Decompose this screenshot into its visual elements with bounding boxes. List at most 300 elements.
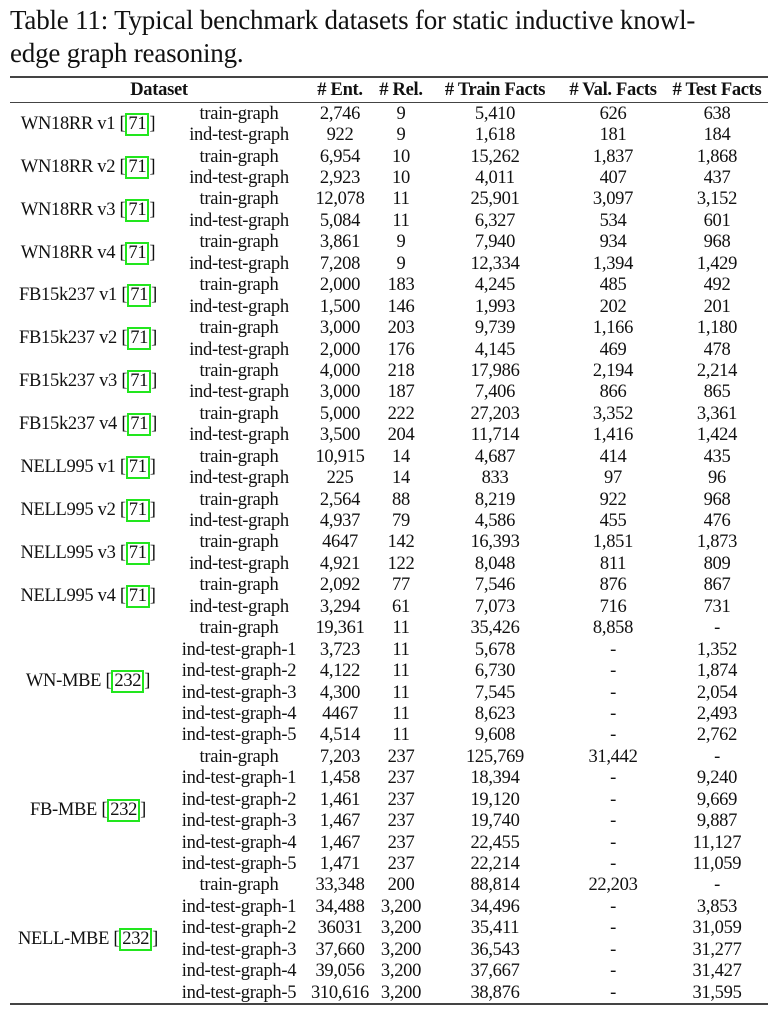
test-facts-cell: 601 (703, 210, 731, 231)
split-cell: train-graph (199, 403, 279, 424)
entities-cell: 922 (326, 125, 354, 146)
entities-cell: 39,056 (315, 961, 365, 982)
val-facts-cell: - (610, 768, 616, 789)
train-facts-cell: 22,455 (470, 832, 520, 853)
val-facts-cell: - (610, 811, 616, 832)
relations-cell: 11 (392, 682, 410, 703)
cite-close-bracket: ] (149, 156, 156, 177)
entities-cell: 4467 (322, 703, 358, 724)
cite-close-bracket: ] (149, 199, 156, 220)
val-facts-cell: - (610, 703, 616, 724)
split-cell: ind-test-graph-5 (181, 725, 297, 746)
entities-cell: 10,915 (315, 446, 365, 467)
test-facts-cell: 478 (703, 339, 731, 360)
relations-cell: 203 (387, 318, 415, 339)
relations-cell: 11 (392, 189, 410, 210)
entities-cell: 2,923 (319, 168, 361, 189)
test-facts-cell: 9,240 (696, 768, 738, 789)
cite-close-bracket: ] (151, 371, 157, 392)
dataset-name: WN-MBE (25, 671, 102, 692)
citation-link[interactable]: 71 (126, 542, 150, 565)
relations-cell: 237 (387, 832, 415, 853)
train-facts-cell: 7,546 (474, 575, 516, 596)
relations-cell: 10 (392, 146, 410, 167)
relations-cell: 218 (387, 360, 415, 381)
train-facts-cell: 5,678 (474, 639, 516, 660)
dataset-name: FB15k237 v1 (19, 285, 117, 306)
train-facts-cell: 18,394 (470, 768, 520, 789)
val-facts-cell: 3,352 (592, 403, 634, 424)
test-facts-cell: 201 (703, 296, 731, 317)
table-row (10, 146, 768, 167)
relations-cell: 3,200 (380, 961, 422, 982)
test-facts-cell: - (714, 875, 720, 896)
cite-close-bracket: ] (151, 414, 157, 435)
relations-cell: 237 (387, 746, 415, 767)
val-facts-cell: 3,097 (592, 189, 634, 210)
relations-cell: 3,200 (380, 918, 422, 939)
train-facts-cell: 6,730 (474, 661, 516, 682)
cite-close-bracket: ] (140, 799, 147, 820)
cite-open-bracket: [ (119, 242, 126, 263)
entities-cell: 5,084 (319, 210, 361, 231)
val-facts-cell: - (610, 939, 616, 960)
val-facts-cell: 1,166 (592, 318, 634, 339)
split-cell: train-graph (199, 746, 279, 767)
dataset-name-cell (10, 317, 170, 360)
split-cell: ind-test-graph-3 (181, 682, 297, 703)
citation-link[interactable]: 71 (125, 156, 149, 179)
entities-cell: 19,361 (315, 618, 365, 639)
train-facts-cell: 5,410 (474, 103, 516, 124)
table-body (10, 103, 768, 1005)
citation-link[interactable]: 71 (125, 199, 149, 222)
test-facts-cell: 1,352 (696, 639, 738, 660)
dataset-name-cell (10, 532, 170, 575)
val-facts-cell: 626 (599, 103, 627, 124)
test-facts-cell: 865 (703, 382, 731, 403)
cite-close-bracket: ] (149, 456, 156, 477)
entities-cell: 4,122 (319, 661, 361, 682)
test-facts-cell: - (714, 618, 720, 639)
test-facts-cell: 31,059 (692, 918, 742, 939)
split-cell: train-graph (199, 875, 279, 896)
table-row (10, 575, 768, 596)
dataset-name-cell (10, 618, 170, 747)
cite-close-bracket: ] (144, 671, 151, 692)
dataset-name: FB-MBE (29, 799, 98, 820)
train-facts-cell: 19,120 (470, 789, 520, 810)
relations-cell: 237 (387, 789, 415, 810)
val-facts-cell: - (610, 832, 616, 853)
relations-cell: 9 (396, 125, 406, 146)
relations-cell: 3,200 (380, 896, 422, 917)
header-entities: # Ent. (317, 80, 363, 100)
split-cell: ind-test-graph (189, 125, 289, 146)
cite-close-bracket: ] (149, 542, 156, 563)
train-facts-cell: 8,623 (474, 703, 516, 724)
entities-cell: 34,488 (315, 896, 365, 917)
relations-cell: 11 (392, 661, 410, 682)
test-facts-cell: 1,429 (696, 253, 738, 274)
test-facts-cell: 11,059 (692, 854, 742, 875)
citation-link[interactable]: 71 (127, 370, 151, 393)
test-facts-cell: 184 (703, 125, 731, 146)
split-cell: train-graph (199, 489, 279, 510)
dataset-name: WN18RR v3 (20, 199, 116, 220)
dataset-name: NELL995 v2 (20, 499, 116, 520)
split-cell: train-graph (199, 275, 279, 296)
table-row (10, 189, 768, 210)
relations-cell: 79 (392, 511, 410, 532)
dataset-name: NELL995 v1 (20, 456, 116, 477)
train-facts-cell: 16,393 (470, 532, 520, 553)
val-facts-cell: 407 (599, 168, 627, 189)
entities-cell: 7,208 (319, 253, 361, 274)
entities-cell: 2,000 (319, 275, 361, 296)
citation-link[interactable]: 71 (125, 242, 149, 265)
train-facts-cell: 833 (481, 468, 509, 489)
split-cell: ind-test-graph (189, 253, 289, 274)
split-cell: train-graph (199, 103, 279, 124)
train-facts-cell: 36,543 (470, 939, 520, 960)
split-cell: ind-test-graph-4 (181, 961, 297, 982)
train-facts-cell: 4,245 (474, 275, 516, 296)
split-cell: train-graph (199, 146, 279, 167)
relations-cell: 14 (392, 446, 410, 467)
relations-cell: 11 (392, 703, 410, 724)
dataset-name: WN18RR v4 (20, 242, 116, 263)
val-facts-cell: - (610, 725, 616, 746)
test-facts-cell: 2,214 (696, 360, 738, 381)
train-facts-cell: 8,048 (474, 553, 516, 574)
train-facts-cell: 35,411 (470, 918, 520, 939)
split-cell: train-graph (199, 575, 279, 596)
entities-cell: 4,921 (319, 553, 361, 574)
relations-cell: 9 (396, 253, 406, 274)
relations-cell: 204 (387, 425, 415, 446)
test-facts-cell: 3,361 (696, 403, 738, 424)
split-cell: ind-test-graph-1 (181, 896, 297, 917)
dataset-name-cell (10, 446, 170, 489)
test-facts-cell: 9,887 (696, 811, 738, 832)
test-facts-cell: 96 (708, 468, 726, 489)
cite-open-bracket: [ (121, 371, 128, 392)
cite-open-bracket: [ (119, 113, 126, 134)
dataset-name-cell (10, 275, 170, 318)
val-facts-cell: - (610, 682, 616, 703)
cite-open-bracket: [ (101, 799, 108, 820)
split-cell: ind-test-graph-2 (181, 789, 297, 810)
train-facts-cell: 7,073 (474, 596, 516, 617)
citation-link[interactable]: 232 (119, 928, 152, 951)
table-row (10, 317, 768, 338)
relations-cell: 61 (392, 596, 410, 617)
dataset-name-cell (10, 875, 170, 1005)
split-cell: train-graph (199, 232, 279, 253)
table-row (10, 489, 768, 510)
header-relations: # Rel. (379, 80, 423, 100)
relations-cell: 122 (387, 553, 415, 574)
test-facts-cell: 31,427 (692, 961, 742, 982)
val-facts-cell: - (610, 982, 616, 1003)
test-facts-cell: 1,874 (696, 661, 738, 682)
train-facts-cell: 27,203 (470, 403, 520, 424)
split-cell: train-graph (199, 532, 279, 553)
cite-open-bracket: [ (119, 156, 126, 177)
cite-open-bracket: [ (119, 499, 126, 520)
citation-link[interactable]: 71 (125, 113, 149, 136)
relations-cell: 222 (387, 403, 415, 424)
citation-link[interactable]: 71 (126, 456, 150, 479)
val-facts-cell: 181 (599, 125, 627, 146)
val-facts-cell: 2,194 (592, 360, 634, 381)
dataset-name: NELL-MBE (17, 928, 110, 949)
split-cell: ind-test-graph-4 (181, 832, 297, 853)
table-caption (10, 4, 770, 70)
entities-cell: 2,000 (319, 339, 361, 360)
val-facts-cell: 1,851 (592, 532, 634, 553)
val-facts-cell: 934 (599, 232, 627, 253)
header-val-facts: # Val. Facts (569, 80, 657, 100)
dataset-name: WN18RR v1 (20, 113, 116, 134)
relations-cell: 11 (392, 725, 410, 746)
relations-cell: 200 (387, 875, 415, 896)
relations-cell: 237 (387, 768, 415, 789)
entities-cell: 33,348 (315, 875, 365, 896)
table-row (10, 532, 768, 553)
train-facts-cell: 7,406 (474, 382, 516, 403)
val-facts-cell: - (610, 789, 616, 810)
citation-link[interactable]: 232 (107, 799, 140, 822)
cite-open-bracket: [ (119, 199, 126, 220)
train-facts-cell: 9,739 (474, 318, 516, 339)
split-cell: ind-test-graph-2 (181, 661, 297, 682)
split-cell: ind-test-graph (189, 468, 289, 489)
val-facts-cell: - (610, 918, 616, 939)
entities-cell: 1,461 (319, 789, 361, 810)
train-facts-cell: 125,769 (465, 746, 525, 767)
test-facts-cell: 968 (703, 232, 731, 253)
entities-cell: 3,000 (319, 318, 361, 339)
split-cell: ind-test-graph-3 (181, 939, 297, 960)
val-facts-cell: - (610, 639, 616, 660)
entities-cell: 4,514 (319, 725, 361, 746)
citation-link[interactable]: 71 (127, 284, 151, 307)
train-facts-cell: 4,687 (474, 446, 516, 467)
train-facts-cell: 25,901 (470, 189, 520, 210)
cite-open-bracket: [ (121, 285, 128, 306)
val-facts-cell: 876 (599, 575, 627, 596)
relations-cell: 176 (387, 339, 415, 360)
val-facts-cell: 97 (604, 468, 622, 489)
test-facts-cell: 2,493 (696, 703, 738, 724)
val-facts-cell: 469 (599, 339, 627, 360)
val-facts-cell: 811 (599, 553, 627, 574)
entities-cell: 2,746 (319, 103, 361, 124)
test-facts-cell: 492 (703, 275, 731, 296)
relations-cell: 3,200 (380, 939, 422, 960)
val-facts-cell: 534 (599, 210, 627, 231)
split-cell: ind-test-graph (189, 553, 289, 574)
entities-cell: 310,616 (310, 982, 370, 1003)
dataset-name-cell (10, 232, 170, 275)
split-cell: ind-test-graph (189, 296, 289, 317)
dataset-table (10, 76, 768, 1005)
train-facts-cell: 17,986 (470, 360, 520, 381)
cite-open-bracket: [ (119, 456, 126, 477)
train-facts-cell: 7,940 (474, 232, 516, 253)
entities-cell: 3,500 (319, 425, 361, 446)
split-cell: ind-test-graph (189, 596, 289, 617)
val-facts-cell: - (610, 854, 616, 875)
train-facts-cell: 38,876 (470, 982, 520, 1003)
cite-open-bracket: [ (121, 328, 128, 349)
val-facts-cell: 1,416 (592, 425, 634, 446)
relations-cell: 183 (387, 275, 415, 296)
table-row (10, 618, 768, 639)
dataset-name: NELL995 v3 (20, 542, 116, 563)
relations-cell: 10 (392, 168, 410, 189)
entities-cell: 1,471 (319, 854, 361, 875)
val-facts-cell: 202 (599, 296, 627, 317)
dataset-name: FB15k237 v2 (19, 328, 117, 349)
val-facts-cell: 414 (599, 446, 627, 467)
val-facts-cell: 716 (599, 596, 627, 617)
caption-line-1: Table 11: Typical benchmark datasets for static inductive knowl- (10, 5, 696, 35)
train-facts-cell: 4,011 (475, 168, 515, 189)
dataset-name-cell (10, 189, 170, 232)
train-facts-cell: 88,814 (470, 875, 520, 896)
test-facts-cell: 2,054 (696, 682, 738, 703)
dataset-name: FB15k237 v4 (19, 414, 117, 435)
cite-close-bracket: ] (152, 928, 159, 949)
train-facts-cell: 15,262 (470, 146, 520, 167)
dataset-name-cell (10, 575, 170, 618)
split-cell: ind-test-graph-4 (181, 703, 297, 724)
entities-cell: 1,467 (319, 832, 361, 853)
header-test-facts: # Test Facts (672, 80, 762, 100)
table-row (10, 360, 768, 381)
dataset-name-cell (10, 146, 170, 189)
split-cell: train-graph (199, 360, 279, 381)
table-row (10, 103, 768, 125)
citation-link[interactable]: 71 (127, 327, 151, 350)
val-facts-cell: 922 (599, 489, 627, 510)
test-facts-cell: 638 (703, 103, 731, 124)
split-cell: ind-test-graph (189, 210, 289, 231)
test-facts-cell: 1,180 (696, 318, 738, 339)
dataset-name: WN18RR v2 (20, 156, 116, 177)
entities-cell: 5,000 (319, 403, 361, 424)
train-facts-cell: 1,618 (474, 125, 516, 146)
test-facts-cell: 31,277 (692, 939, 742, 960)
train-facts-cell: 8,219 (474, 489, 516, 510)
relations-cell: 237 (387, 811, 415, 832)
train-facts-cell: 37,667 (470, 961, 520, 982)
cite-close-bracket: ] (149, 585, 156, 606)
split-cell: ind-test-graph-3 (181, 811, 297, 832)
split-cell: ind-test-graph-2 (181, 918, 297, 939)
entities-cell: 225 (326, 468, 354, 489)
relations-cell: 88 (392, 489, 410, 510)
entities-cell: 7,203 (319, 746, 361, 767)
table-row (10, 875, 768, 896)
split-cell: ind-test-graph (189, 425, 289, 446)
entities-cell: 2,092 (319, 575, 361, 596)
val-facts-cell: 1,837 (592, 146, 634, 167)
entities-cell: 2,564 (319, 489, 361, 510)
train-facts-cell: 11,714 (470, 425, 520, 446)
val-facts-cell: - (610, 961, 616, 982)
relations-cell: 9 (396, 103, 406, 124)
dataset-name-cell (10, 403, 170, 446)
table-row (10, 232, 768, 253)
train-facts-cell: 6,327 (474, 210, 516, 231)
entities-cell: 4,300 (319, 682, 361, 703)
dataset-name-cell (10, 360, 170, 403)
test-facts-cell: - (714, 746, 720, 767)
entities-cell: 1,458 (319, 768, 361, 789)
entities-cell: 3,294 (319, 596, 361, 617)
test-facts-cell: 476 (703, 511, 731, 532)
table-row (10, 275, 768, 296)
test-facts-cell: 435 (703, 446, 731, 467)
test-facts-cell: 809 (703, 553, 731, 574)
dataset-name-cell (10, 103, 170, 146)
val-facts-cell: - (610, 896, 616, 917)
val-facts-cell: 8,858 (592, 618, 634, 639)
relations-cell: 237 (387, 854, 415, 875)
val-facts-cell: - (610, 661, 616, 682)
train-facts-cell: 22,214 (470, 854, 520, 875)
relations-cell: 9 (396, 232, 406, 253)
test-facts-cell: 3,152 (696, 189, 738, 210)
train-facts-cell: 9,608 (474, 725, 516, 746)
test-facts-cell: 968 (703, 489, 731, 510)
split-cell: ind-test-graph (189, 382, 289, 403)
cite-open-bracket: [ (113, 928, 120, 949)
entities-cell: 1,500 (319, 296, 361, 317)
citation-link[interactable]: 71 (126, 585, 150, 608)
train-facts-cell: 4,586 (474, 511, 516, 532)
split-cell: train-graph (199, 618, 279, 639)
citation-link[interactable]: 232 (111, 670, 144, 693)
train-facts-cell: 35,426 (470, 618, 520, 639)
cite-close-bracket: ] (149, 242, 156, 263)
entities-cell: 3,000 (319, 382, 361, 403)
citation-link[interactable]: 71 (127, 413, 151, 436)
entities-cell: 36031 (317, 918, 363, 939)
cite-close-bracket: ] (149, 113, 156, 134)
cite-open-bracket: [ (119, 585, 126, 606)
caption-line-2: edge graph reasoning. (10, 38, 244, 68)
split-cell: train-graph (199, 318, 279, 339)
table-row (10, 746, 768, 767)
relations-cell: 11 (392, 618, 410, 639)
table-row (10, 403, 768, 424)
test-facts-cell: 2,762 (696, 725, 738, 746)
citation-link[interactable]: 71 (126, 499, 150, 522)
relations-cell: 142 (387, 532, 415, 553)
test-facts-cell: 1,424 (696, 425, 738, 446)
entities-cell: 4647 (322, 532, 358, 553)
split-cell: ind-test-graph (189, 511, 289, 532)
test-facts-cell: 3,853 (696, 896, 738, 917)
test-facts-cell: 11,127 (692, 832, 742, 853)
relations-cell: 11 (392, 639, 410, 660)
entities-cell: 12,078 (315, 189, 365, 210)
